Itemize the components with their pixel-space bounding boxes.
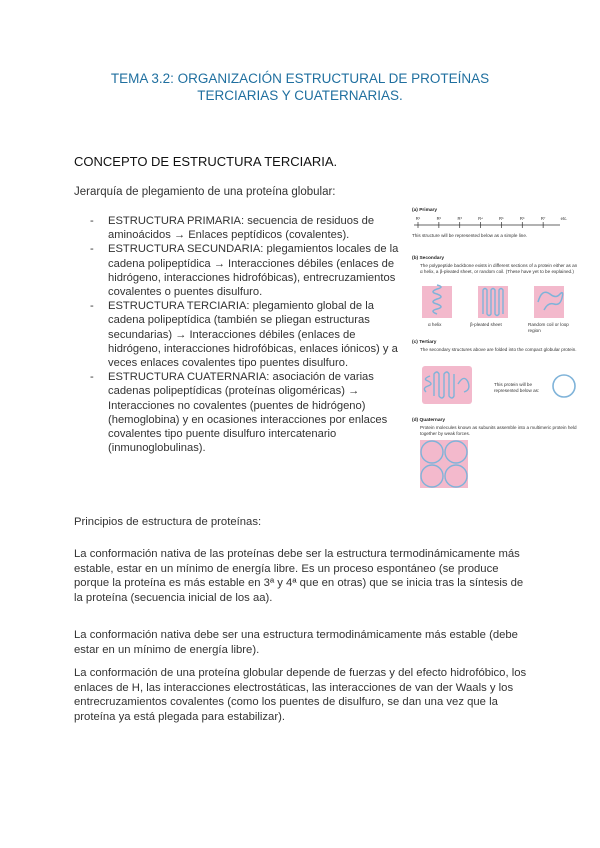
hierarchy-list (90, 214, 405, 455)
list-item-text: ESTRUCTURA SECUNDARIA: plegamientos locales de la cadena polipeptídica → Interacciones débiles (enlaces de hidrógeno, interacciones hidrofóbicas), entrecruzamientos covalentes o puentes disulfuro. (108, 243, 399, 299)
list-dash: - (90, 243, 94, 256)
list-item-primary (90, 214, 405, 242)
protein-structure-figure (410, 206, 582, 490)
list-dash: - (90, 300, 94, 313)
figure-caption-quaternary: Protein molecules known as subunits assemble into a multimeric protein held together by weak forces. (420, 425, 577, 436)
secondary-structure-diagram (410, 284, 582, 326)
paragraph-1: La conformación nativa de las proteínas debe ser la estructura termodinámicamente más estable, estar en un mínimo de energía libre. Es un proceso espontáneo (se produce porque la proteína es más estable en 3ª y 4ª que en otras) que se inicia tras la síntesis de la proteína (secuencia inicial de los aa). (74, 548, 524, 604)
title-line-1: TEMA 3.2: ORGANIZACIÓN ESTRUCTURAL DE PROTEÍNAS (110, 71, 490, 86)
list-dash: - (90, 215, 94, 227)
paragraph-3: La conformación de una proteína globular depende de fuerzas y del efecto hidrofóbico, los enlaces de H, las interacciones electrostáticas, las interacciones de van der Waals y los entrecruzamientos covalentes (como los puentes de disulfuro, se dan una vez que la proteína ya está plegada para estabilizar). (74, 667, 527, 723)
figure-label-secondary: (b) Secondary (412, 256, 444, 261)
residue-label: etc. (560, 216, 568, 221)
list-dash: - (90, 371, 94, 384)
residue-label: R⁶ (519, 216, 525, 221)
figure-label-tertiary: (c) Tertiary (412, 340, 437, 345)
figure-label-primary: (a) Primary (412, 208, 438, 213)
document-title (60, 70, 540, 104)
figure-caption-tertiary: The secondary structures above are folded into the compact globular protein. (420, 347, 577, 352)
residue-label: R⁷ (540, 216, 546, 221)
quaternary-structure-diagram (410, 438, 480, 490)
primary-chain-diagram (410, 215, 582, 231)
list-item-tertiary (90, 299, 405, 370)
figure-label-quaternary: (d) Quaternary (412, 418, 446, 423)
list-item-text: ESTRUCTURA PRIMARIA: secuencia de residuos de aminoácidos → Enlaces peptídicos (covalentes). (108, 215, 375, 242)
label-random-coil: Random coil or loop region (528, 322, 569, 333)
list-item-text: ESTRUCTURA CUATERNARIA: asociación de varias cadenas polipeptídicas (proteínas oligoméricas) → Interacciones no covalentes (puentes de hidrógeno) (hemoglobina) y en ocasiones interacciones por enlaces covalentes tipo puente disulfuro intercatenario (inmunoglobulinas). (108, 371, 388, 455)
residue-label: R⁵ (499, 216, 504, 221)
residue-label: R³ (457, 216, 462, 221)
residue-label: R² (436, 216, 442, 221)
intro-text: Jerarquía de plegamiento de una proteína globular: (74, 186, 336, 198)
title-line-2: TERCIARIAS Y CUATERNARIAS. (197, 88, 403, 103)
principles-heading: Principios de estructura de proteínas: (74, 516, 262, 528)
figure-note-tertiary: This protein will be represented below as: (494, 382, 540, 393)
section-heading: CONCEPTO DE ESTRUCTURA TERCIARIA. (74, 154, 338, 169)
list-item-secondary (90, 242, 405, 299)
label-alpha-helix: α helix (428, 322, 442, 327)
residue-label: R¹ (415, 216, 421, 221)
list-item-quaternary (90, 370, 405, 455)
paragraph-2: La conformación nativa debe ser una estructura termodinámicamente más estable (debe estar en un mínimo de energía libre). (74, 629, 518, 656)
figure-caption-primary: This structure will be represented below as a simple line. (412, 233, 528, 238)
residue-label: R⁴ (478, 216, 483, 221)
list-item-text: ESTRUCTURA TERCIARIA: plegamiento global de la cadena polipeptídica (también se pliegan estructuras secundarias) → Interacciones débiles (enlaces de hidrógeno, interacciones hidrofóbicas, enlaces iónicos) y a veces enlaces covalentes tipo puentes disulfuro. (108, 300, 398, 370)
figure-caption-secondary: The polypeptide backbone exists in different sections of a protein either as an α helix, a β-pleated sheet, or random coil. (These have yet to be explained.) (420, 263, 578, 274)
label-beta-sheet: β-pleated sheet (470, 322, 502, 327)
